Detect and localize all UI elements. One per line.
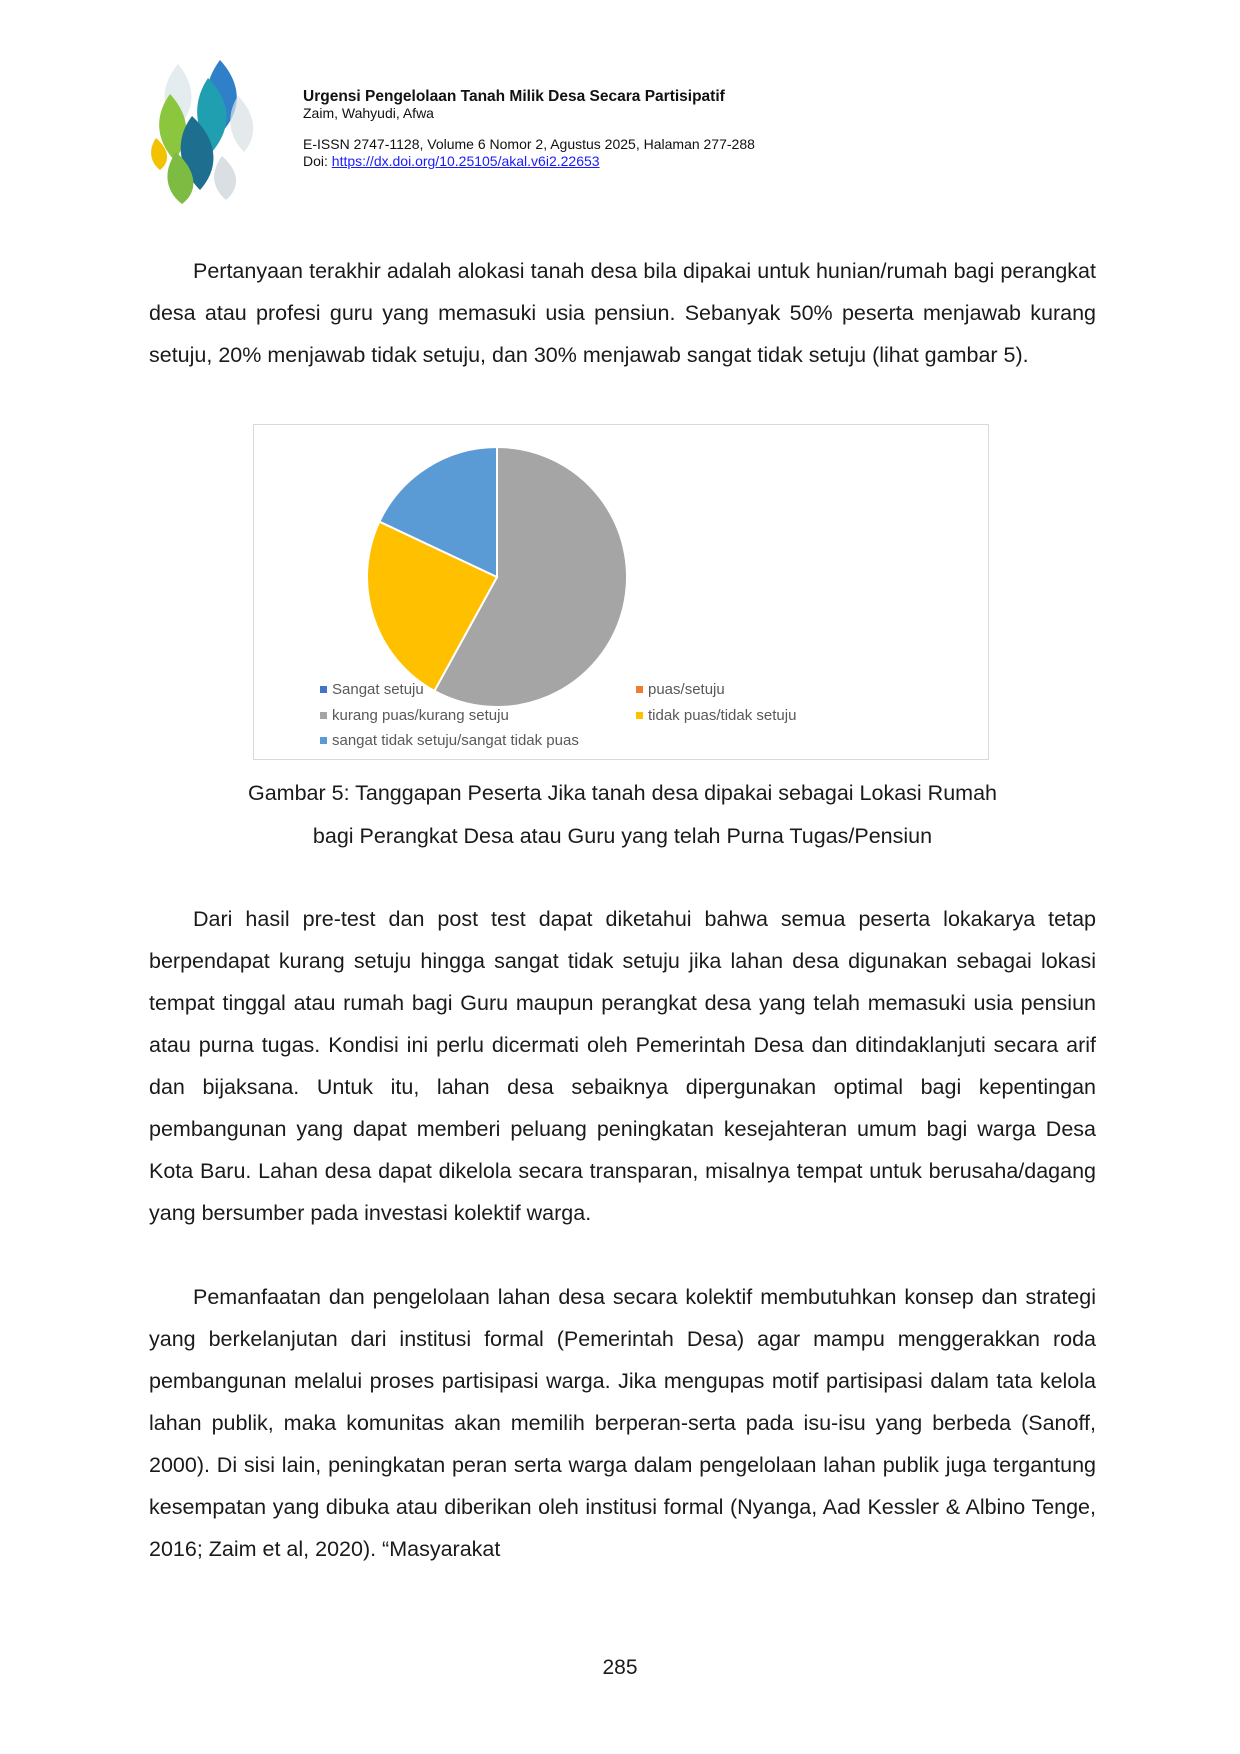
issn-line: E-ISSN 2747-1128, Volume 6 Nomor 2, Agustus 2025, Halaman 277-288: [303, 136, 755, 152]
legend-item-0: [320, 681, 424, 698]
paragraph-findings: Dari hasil pre-test dan post test dapat diketahui bahwa semua peserta lokakarya tetap berpendapat kurang setuju hingga sangat tidak setuju jika lahan desa digunakan sebagai lokasi tempat tinggal atau rumah bagi Guru maupun perangkat desa yang telah memasuki usia pensiun atau purna tugas. Kondisi ini perlu dicermati oleh Pemerintah Desa dan ditindaklanjuti secara arif dan bijaksana. Untuk itu, lahan desa sebaiknya dipergunakan optimal bagi kepentingan pembangunan yang dapat memberi peluang peningkatan kesejahteran umum bagi warga Desa Kota Baru. Lahan desa dapat dikelola secara transparan, misalnya tempat untuk berusaha/dagang yang bersumber pada investasi kolektif warga.: [149, 907, 1096, 1225]
legend-swatch-sangat-setuju: [320, 686, 327, 693]
legend-item-3: [636, 707, 796, 724]
page-number: 285: [602, 1656, 638, 1679]
legend-item-4: [320, 732, 579, 749]
legend-label-sangat-setuju: Sangat setuju: [332, 681, 424, 698]
legend-swatch-sangat-tidak-setuju: [320, 737, 327, 744]
caption-line-1: Gambar 5: Tanggapan Peserta Jika tanah desa dipakai sebagai Lokasi Rumah: [247, 781, 997, 805]
legend-swatch-tidak-setuju: [636, 712, 643, 719]
legend-item-1: [636, 681, 725, 698]
legend-item-2: [320, 707, 509, 724]
paragraph-intro: Pertanyaan terakhir adalah alokasi tanah desa bila dipakai untuk hunian/rumah bagi perangkat desa atau profesi guru yang memasuki usia pensiun. Sebanyak 50% peserta menjawab kurang setuju, 20% menjawab tidak setuju, dan 30% menjawab sangat tidak setuju (lihat gambar 5).: [149, 259, 1096, 367]
caption-line-2: bagi Perangkat Desa atau Guru yang telah Purna Tugas/Pensiun: [312, 824, 933, 848]
legend-label-kurang-setuju: kurang puas/kurang setuju: [332, 707, 509, 724]
doi-link[interactable]: https://dx.doi.org/10.25105/akal.v6i2.22653: [331, 153, 600, 169]
doi-label: Doi:: [303, 153, 332, 169]
legend-label-sangat-tidak-setuju: sangat tidak setuju/sangat tidak puas: [332, 732, 579, 749]
legend-swatch-puas-setuju: [636, 686, 643, 693]
doi-line: [303, 153, 755, 170]
article-authors: Zaim, Wahyudi, Afwa: [303, 105, 434, 121]
legend-label-tidak-setuju: tidak puas/tidak setuju: [648, 707, 797, 724]
paragraph-collective: Pemanfaatan dan pengelolaan lahan desa secara kolektif membutuhkan konsep dan strategi yang berkelanjutan dari institusi formal (Pemerintah Desa) agar mampu menggerakkan roda pembangunan melalui proses partisipasi warga. Jika mengupas motif partisipasi dalam tata kelola lahan publik, maka komunitas akan memilih berperan-serta pada isu-isu yang berbeda (Sanoff, 2000). Di sisi lain, peningkatan peran serta warga dalam pengelolaan lahan publik juga tergantung kesempatan yang dibuka atau diberikan oleh institusi formal (Nyanga, Aad Kessler & Albino Tenge, 2016; Zaim et al, 2020). “Masyarakat: [149, 1285, 1096, 1561]
legend-label-puas-setuju: puas/setuju: [648, 681, 725, 698]
figure-caption: [149, 772, 1096, 858]
legend-swatch-kurang-setuju: [320, 712, 327, 719]
journal-logo: [148, 56, 278, 206]
pie-chart-figure: [253, 424, 989, 760]
running-header: [303, 88, 755, 170]
article-title: Urgensi Pengelolaan Tanah Milik Desa Secara Partisipatif: [303, 88, 725, 105]
